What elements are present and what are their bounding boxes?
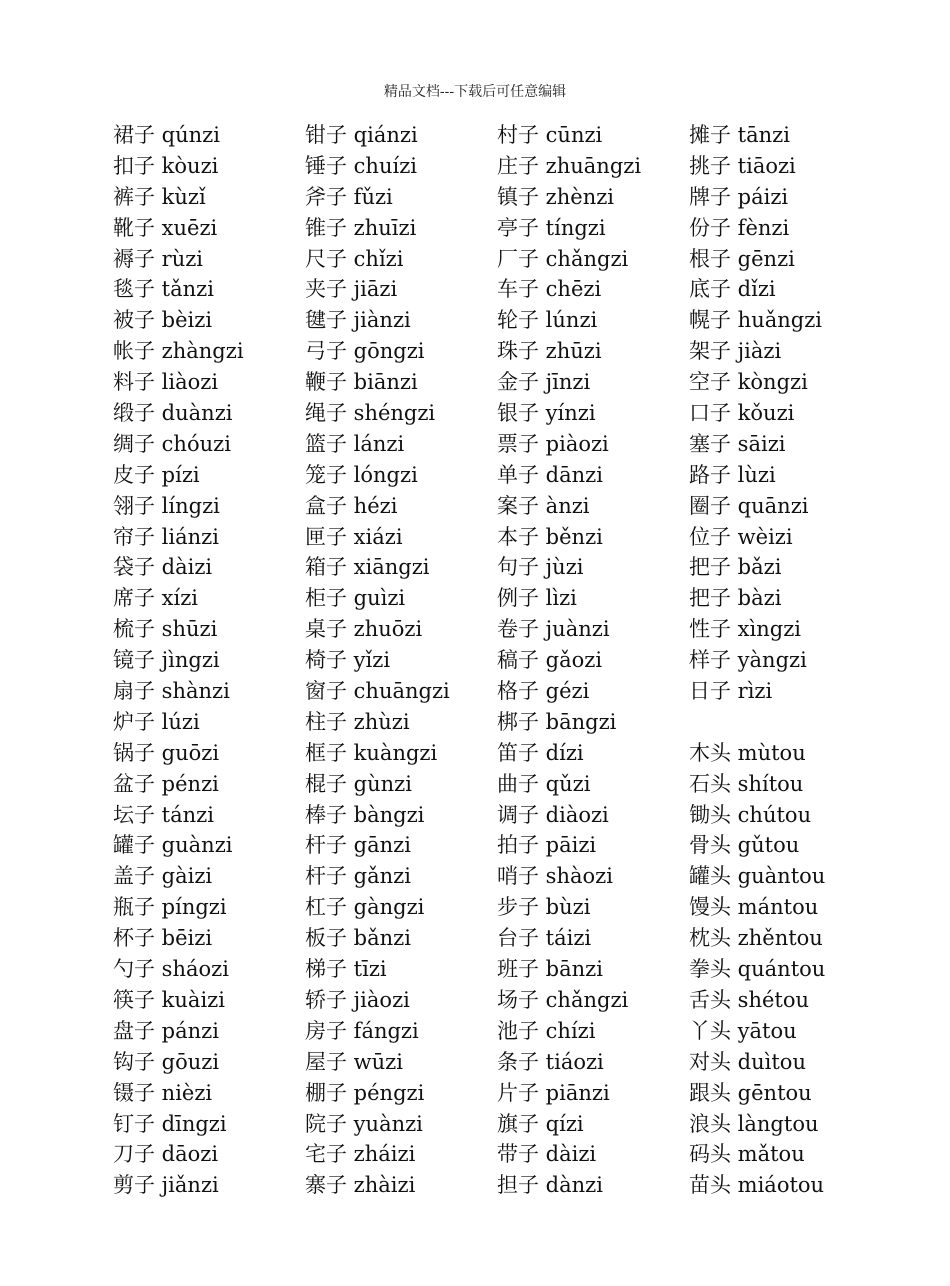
word-entry: 曲子 qǔzi [497, 771, 591, 796]
word-entry: 句子 jùzi [497, 555, 584, 580]
word-entry: 柜子 guìzi [305, 586, 406, 611]
word-entry: 盘子 pánzi [113, 1018, 219, 1043]
word-entry: 框子 kuàngzi [305, 740, 438, 765]
word-entry: 把子 bǎzi [689, 555, 782, 580]
word-entry: 拍子 pāizi [497, 833, 597, 858]
word-entry: 夹子 jiāzi [305, 277, 398, 302]
word-entry: 亭子 tíngzi [497, 215, 606, 240]
word-entry: 盒子 hézi [305, 493, 398, 518]
word-entry: 稿子 gǎozi [497, 648, 603, 673]
word-entry: 旗子 qízi [497, 1111, 584, 1136]
page-header: 精品文档---下载后可任意编辑 [383, 84, 567, 100]
word-entry: 帐子 zhàngzi [113, 339, 244, 364]
word-entry: 班子 bānzi [497, 957, 603, 982]
word-entry: 银子 yínzi [497, 401, 596, 426]
word-entry: 杯子 bēizi [113, 926, 213, 951]
word-entry: 杆子 gānzi [305, 833, 411, 858]
word-entry: 枕头 zhěntou [689, 926, 823, 951]
word-entry: 锤子 chuízi [305, 153, 417, 178]
word-entry: 条子 tiáozi [497, 1049, 604, 1074]
word-entry: 镜子 jìngzi [113, 648, 220, 673]
word-entry: 车子 chēzi [497, 277, 602, 302]
word-column-1 [113, 120, 305, 1201]
word-entry: 杆子 gǎnzi [305, 864, 411, 889]
word-entry: 锅子 guōzi [113, 740, 220, 765]
word-entry: 金子 jīnzi [497, 370, 591, 395]
word-entry: 翎子 língzi [113, 493, 220, 518]
word-entry: 棍子 gùnzi [305, 771, 412, 796]
word-entry: 窗子 chuāngzi [305, 679, 450, 704]
word-entry: 步子 bùzi [497, 895, 591, 920]
word-entry: 码头 mǎtou [689, 1142, 805, 1167]
word-entry: 口子 kǒuzi [689, 401, 795, 426]
word-entry: 塞子 sāizi [689, 431, 786, 456]
word-entry: 罐头 guàntou [689, 864, 826, 889]
word-entry: 椅子 yǐzi [305, 648, 391, 673]
word-entry: 梳子 shūzi [113, 617, 218, 642]
word-entry: 锄头 chútou [689, 802, 812, 827]
word-entry: 格子 gézi [497, 679, 590, 704]
word-entry: 空子 kòngzi [689, 370, 808, 395]
word-entry: 鞭子 biānzi [305, 370, 418, 395]
word-entry: 根子 gēnzi [689, 246, 795, 271]
word-entry: 单子 dānzi [497, 462, 603, 487]
word-entry: 担子 dànzi [497, 1173, 603, 1198]
word-entry: 丫头 yātou [689, 1018, 797, 1043]
word-grid [113, 120, 881, 1201]
word-entry: 坛子 tánzi [113, 802, 214, 827]
word-entry: 帘子 liánzi [113, 524, 219, 549]
word-entry: 台子 táizi [497, 926, 592, 951]
word-entry: 卷子 juànzi [497, 617, 610, 642]
word-entry [689, 707, 881, 738]
word-entry: 席子 xízi [113, 586, 199, 611]
word-entry: 绸子 chóuzi [113, 431, 231, 456]
word-column-2 [305, 120, 497, 1201]
word-entry: 场子 chǎngzi [497, 987, 629, 1012]
word-entry: 珠子 zhūzi [497, 339, 602, 364]
word-entry: 篮子 lánzi [305, 431, 405, 456]
word-entry: 笼子 lóngzi [305, 462, 418, 487]
word-entry: 棚子 péngzi [305, 1080, 425, 1105]
word-entry: 舌头 shétou [689, 987, 810, 1012]
word-entry: 扇子 shànzi [113, 679, 230, 704]
word-entry: 筷子 kuàizi [113, 987, 225, 1012]
word-column-3 [497, 120, 689, 1201]
word-entry: 弓子 gōngzi [305, 339, 425, 364]
word-entry: 片子 piānzi [497, 1080, 610, 1105]
word-entry: 毯子 tǎnzi [113, 277, 214, 302]
word-entry: 房子 fángzi [305, 1018, 419, 1043]
word-entry: 例子 lìzi [497, 586, 577, 611]
word-entry: 宅子 zháizi [305, 1142, 416, 1167]
word-entry: 料子 liàozi [113, 370, 219, 395]
word-entry: 摊子 tānzi [689, 123, 790, 147]
word-entry: 钩子 gōuzi [113, 1049, 220, 1074]
word-entry: 样子 yàngzi [689, 648, 807, 673]
word-entry: 镊子 nièzi [113, 1080, 213, 1105]
word-entry: 炉子 lúzi [113, 709, 200, 734]
word-entry: 带子 dàizi [497, 1142, 597, 1167]
word-entry: 轮子 lúnzi [497, 308, 598, 333]
word-entry: 刀子 dāozi [113, 1142, 219, 1167]
word-entry: 木头 mùtou [689, 740, 806, 765]
word-entry: 笛子 dízi [497, 740, 584, 765]
word-entry: 袋子 dàizi [113, 555, 213, 580]
word-entry: 梆子 bāngzi [497, 709, 617, 734]
word-entry: 勺子 sháozi [113, 957, 229, 982]
word-entry: 拳头 quántou [689, 957, 826, 982]
word-entry: 性子 xìngzi [689, 617, 801, 642]
word-entry: 被子 bèizi [113, 308, 213, 333]
word-entry: 轿子 jiàozi [305, 987, 410, 1012]
word-entry: 扣子 kòuzi [113, 153, 219, 178]
word-entry: 盖子 gàizi [113, 864, 213, 889]
word-entry: 位子 wèizi [689, 524, 793, 549]
word-entry: 杠子 gàngzi [305, 895, 425, 920]
word-entry: 架子 jiàzi [689, 339, 782, 364]
word-entry: 日子 rìzi [689, 679, 773, 704]
word-entry: 毽子 jiànzi [305, 308, 411, 333]
word-entry: 裤子 kùzǐ [113, 184, 206, 209]
word-entry: 浪头 làngtou [689, 1111, 819, 1136]
word-entry: 庄子 zhuāngzi [497, 153, 642, 178]
word-entry: 板子 bǎnzi [305, 926, 411, 951]
word-entry: 棒子 bàngzi [305, 802, 425, 827]
word-entry: 斧子 fǔzi [305, 184, 393, 209]
word-entry: 苗头 miáotou [689, 1173, 825, 1198]
word-entry: 寨子 zhàizi [305, 1173, 416, 1198]
word-entry: 裙子 qúnzi [113, 123, 220, 147]
word-entry: 跟头 gēntou [689, 1080, 812, 1105]
word-entry: 村子 cūnzi [497, 123, 603, 147]
word-entry: 把子 bàzi [689, 586, 782, 611]
word-entry: 靴子 xuēzi [113, 215, 218, 240]
word-entry: 份子 fènzi [689, 215, 790, 240]
word-entry: 桌子 zhuōzi [305, 617, 423, 642]
word-entry: 尺子 chǐzi [305, 246, 404, 271]
word-entry: 匣子 xiázi [305, 524, 403, 549]
word-entry: 馒头 mántou [689, 895, 819, 920]
word-entry: 圈子 quānzi [689, 493, 809, 518]
word-entry: 锥子 zhuīzi [305, 215, 417, 240]
word-entry: 骨头 gǔtou [689, 833, 800, 858]
word-entry: 盆子 pénzi [113, 771, 219, 796]
word-entry: 镇子 zhènzi [497, 184, 614, 209]
word-entry: 梯子 tīzi [305, 957, 387, 982]
word-entry: 屋子 wūzi [305, 1049, 403, 1074]
word-entry: 牌子 páizi [689, 184, 789, 209]
word-entry: 皮子 pízi [113, 462, 200, 487]
word-entry: 钉子 dīngzi [113, 1111, 227, 1136]
word-entry: 瓶子 píngzi [113, 895, 227, 920]
word-entry: 挑子 tiāozi [689, 153, 796, 178]
word-entry: 箱子 xiāngzi [305, 555, 430, 580]
word-entry: 本子 běnzi [497, 524, 603, 549]
word-entry: 绳子 shéngzi [305, 401, 436, 426]
word-column-4 [689, 120, 881, 1201]
word-entry: 票子 piàozi [497, 431, 609, 456]
word-entry: 幌子 huǎngzi [689, 308, 822, 333]
word-entry: 罐子 guànzi [113, 833, 233, 858]
word-entry: 缎子 duànzi [113, 401, 233, 426]
word-entry: 调子 diàozi [497, 802, 609, 827]
word-entry: 池子 chízi [497, 1018, 596, 1043]
word-entry: 褥子 rùzi [113, 246, 204, 271]
word-entry: 钳子 qiánzi [305, 123, 418, 147]
word-entry: 厂子 chǎngzi [497, 246, 629, 271]
word-entry: 案子 ànzi [497, 493, 590, 518]
word-entry: 路子 lùzi [689, 462, 776, 487]
word-entry: 院子 yuànzi [305, 1111, 423, 1136]
word-entry: 底子 dǐzi [689, 277, 776, 302]
word-entry: 对头 duìtou [689, 1049, 806, 1074]
word-entry: 哨子 shàozi [497, 864, 613, 889]
word-entry: 石头 shítou [689, 771, 804, 796]
word-entry: 柱子 zhùzi [305, 709, 410, 734]
word-entry: 剪子 jiǎnzi [113, 1173, 219, 1198]
